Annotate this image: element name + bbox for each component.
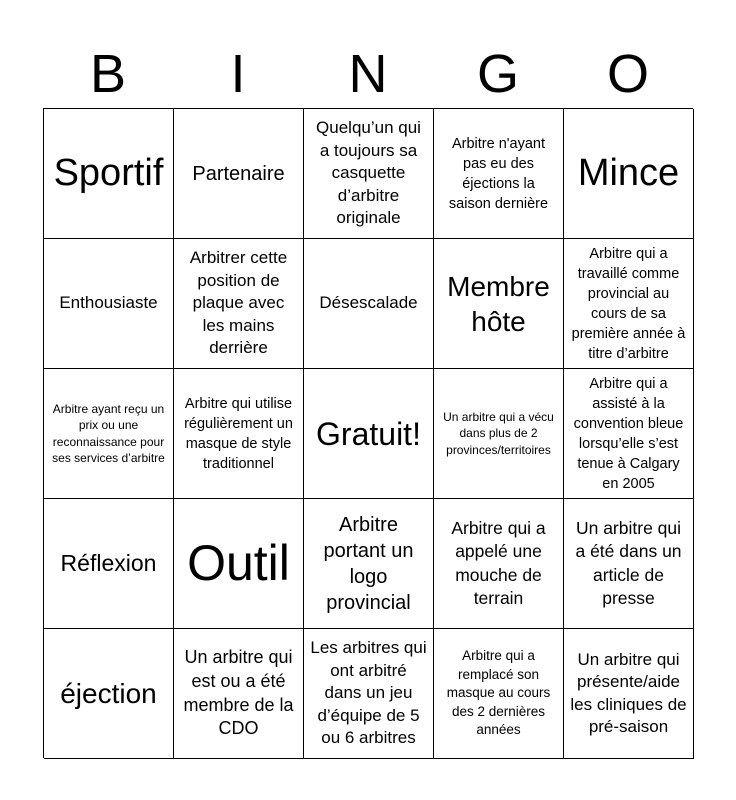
bingo-cell[interactable] <box>174 629 304 759</box>
bingo-cell[interactable] <box>434 369 564 499</box>
header-letter-g: G <box>476 44 519 104</box>
header-letter-n: N <box>348 44 388 104</box>
bingo-cell[interactable] <box>564 239 694 369</box>
cell-text: Membre hôte <box>447 270 550 337</box>
cell-text: Désescalade <box>319 293 418 313</box>
header-letter-o: O <box>606 44 649 104</box>
cell-text: éjection <box>60 678 157 709</box>
cell-text: Réflexion <box>60 549 157 576</box>
bingo-cell[interactable] <box>174 499 304 629</box>
bingo-cell[interactable] <box>174 109 304 239</box>
bingo-cell[interactable] <box>564 109 694 239</box>
bingo-cell[interactable] <box>434 109 564 239</box>
bingo-cell[interactable] <box>304 499 434 629</box>
cell-text: Arbitre qui a travaillé comme provincial au cours de sa première année à titre d’arbitre <box>571 245 686 362</box>
header-letter-b: B <box>89 44 127 104</box>
bingo-cell[interactable] <box>304 369 434 499</box>
cell-text: Arbitre qui a remplacé son masque au cours des 2 dernières années <box>446 647 551 738</box>
bingo-cell[interactable] <box>174 239 304 369</box>
bingo-cell[interactable] <box>564 369 694 499</box>
cell-text: Un arbitre qui a vécu dans plus de 2 provinces/territoires <box>443 410 554 457</box>
cell-text: Gratuit! <box>316 415 421 452</box>
cell-text: Sportif <box>53 151 164 194</box>
cell-text: Arbitre qui utilise régulièrement un masque de style traditionnel <box>184 395 293 472</box>
bingo-cell[interactable] <box>44 629 174 759</box>
bingo-cell[interactable] <box>304 629 434 759</box>
cell-text: Un arbitre qui a été dans un article de presse <box>575 518 682 608</box>
bingo-cell[interactable] <box>44 369 174 499</box>
bingo-cell[interactable] <box>304 239 434 369</box>
header-letter-i: I <box>230 44 246 104</box>
cell-text: Arbitre qui a assisté à la convention bleue lorsqu’elle s’est tenue à Calgary en 2005 <box>573 375 684 492</box>
cell-text: Enthousiaste <box>59 293 158 313</box>
bingo-cell[interactable] <box>304 109 434 239</box>
bingo-cell[interactable] <box>564 499 694 629</box>
cell-text: Outil <box>187 535 290 591</box>
cell-text: Arbitre n'ayant pas eu des éjections la saison dernière <box>448 135 549 212</box>
bingo-cell[interactable] <box>44 499 174 629</box>
cell-text: Quelqu’un qui a toujours sa casquette d’arbitre originale <box>316 118 421 228</box>
bingo-cell[interactable] <box>44 239 174 369</box>
bingo-cell[interactable] <box>434 499 564 629</box>
bingo-header <box>43 40 693 108</box>
cell-text: Mince <box>577 151 680 194</box>
bingo-cell[interactable] <box>434 629 564 759</box>
cell-text: Arbitre ayant reçu un prix ou une reconnaissance pour ses services d’arbitre <box>52 402 165 465</box>
cell-text: Arbitre qui a appelé une mouche de terrain <box>451 518 546 608</box>
bingo-cell[interactable] <box>434 239 564 369</box>
bingo-cell[interactable] <box>174 369 304 499</box>
cell-text: Un arbitre qui présente/aide les cliniques de pré-saison <box>570 649 687 736</box>
cell-text: Arbitre portant un logo provincial <box>323 513 414 614</box>
cell-text: Arbitrer cette position de plaque avec les mains derrière <box>189 248 288 358</box>
bingo-board <box>43 108 693 758</box>
cell-text: Les arbitres qui ont arbitré dans un jeu d’équipe de 5 ou 6 arbitres <box>310 638 427 748</box>
bingo-cell[interactable] <box>44 109 174 239</box>
bingo-cell[interactable] <box>564 629 694 759</box>
cell-text: Partenaire <box>192 162 285 185</box>
cell-text: Un arbitre qui est ou a été membre de la CDO <box>183 647 294 739</box>
